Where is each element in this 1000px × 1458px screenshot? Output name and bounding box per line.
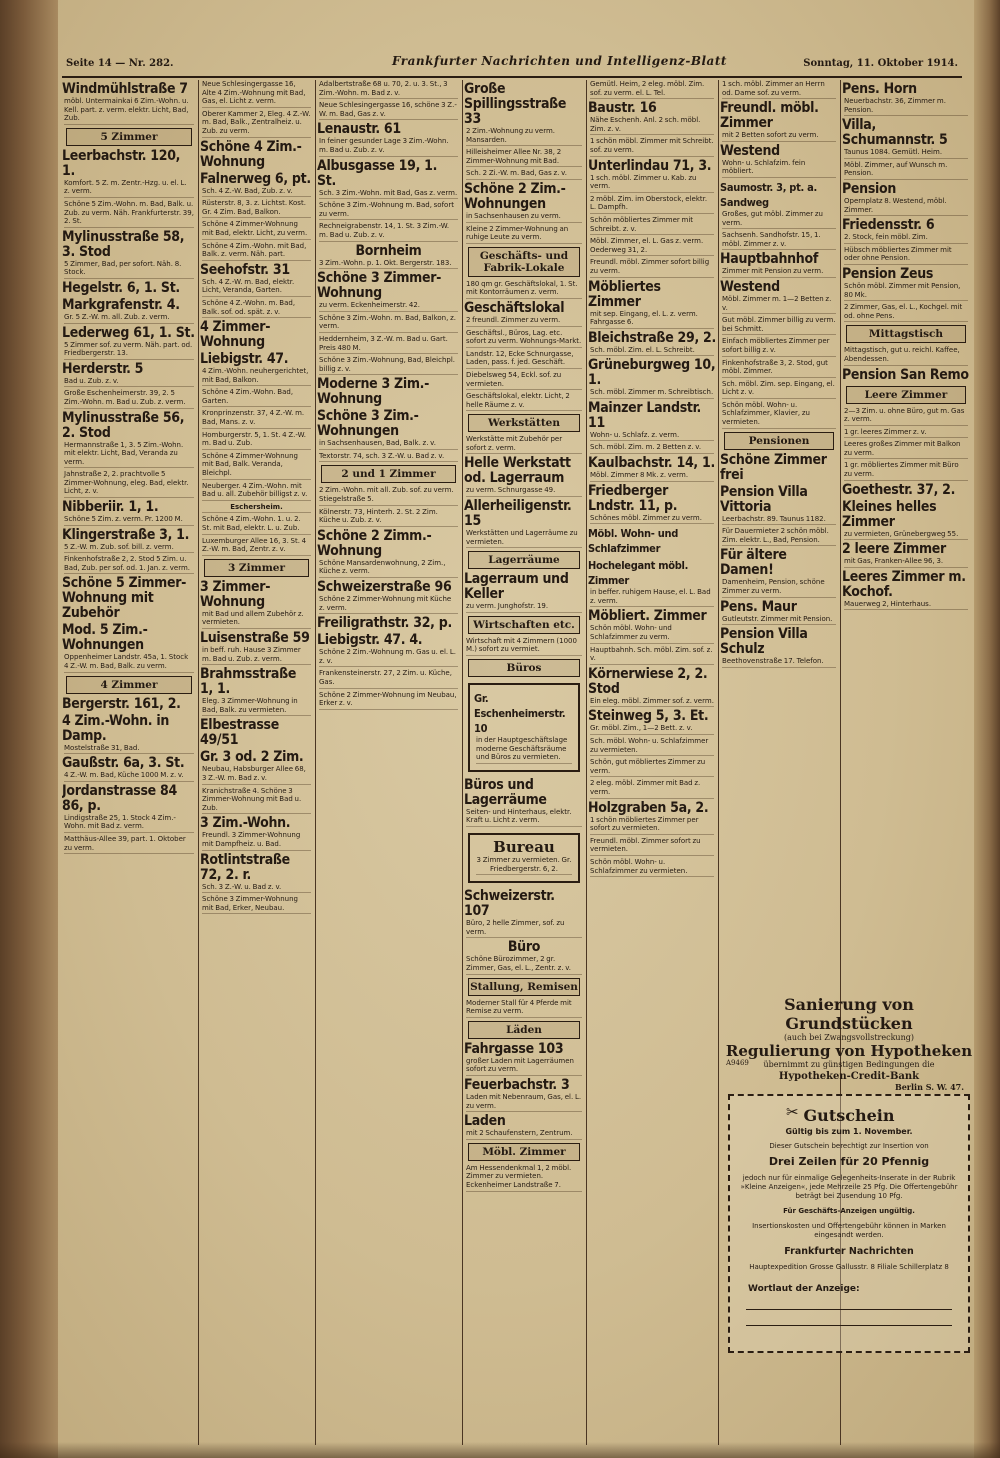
ad-text: Gutleutstr. Zimmer mit Pension.: [722, 615, 836, 626]
ad-headline: Unterlindau 71, 3.: [588, 157, 712, 174]
ad-headline: Seehofstr. 31: [200, 261, 290, 278]
ad-headline: Klingerstraße 3, 1.: [62, 526, 190, 543]
ad-text: Möbl. Zimmer, el. L. Gas z. verm. Oederweg 31, 2.: [590, 237, 714, 256]
column-7: [842, 80, 970, 985]
ad-subheading: Eschersheim.: [202, 503, 311, 514]
ad-headline: Freiligrathstr. 32, p.: [317, 615, 452, 632]
coupon-restriction: Für Geschäfts-Anzeigen ungültig.: [783, 1207, 915, 1215]
ad-text: in Sachsenhausen, Bad, Balk. z. v.: [319, 439, 458, 450]
ad-headline: 4 Zimmer-Wohnung: [200, 319, 271, 351]
column-2: [200, 80, 313, 1450]
ad-text: Moderner Stall für 4 Pferde mit Remise zu verm.: [466, 999, 582, 1018]
ad-text: Schöne 5 Zim.-Wohn. m. Bad, Balk. u. Zub. zu verm. Näh. Frankfurterstr. 39, 2. St.: [64, 200, 194, 228]
ad-headline: Möbliert. Zimmer: [588, 608, 707, 625]
ad-headline: Schöne 2 Zimm.-Wohnung: [317, 527, 432, 559]
ad-text: Leeres großes Zimmer mit Balkon zu verm.: [844, 440, 968, 459]
coupon-title: Gutschein: [803, 1106, 895, 1125]
ad-headline: Elbestrasse 49/51: [200, 717, 279, 749]
ad-headline: Pension San Remo: [842, 366, 969, 383]
ad-text: Schöne 3 Zim.-Wohn. m. Bad, Balkon, z. verm.: [319, 314, 458, 333]
ad-text: in der Hauptgeschäftslage moderne Geschäftsräume und Büros zu vermieten.: [476, 736, 572, 764]
ad-text: Homburgerstr. 5, 1. St. 4 Z.-W. m. Bad u. Zub.: [202, 431, 311, 450]
ad-text: 3 Zim.-Wohn. p. 1. Okt. Bergerstr. 183.: [319, 259, 458, 270]
ad-text: Möbl. Zimmer 8 Mk. z. verm.: [590, 471, 714, 482]
column-3: [317, 80, 460, 1450]
ad-text: Sachsenh. Sandhofstr. 15, 1. möbl. Zimmer z. v.: [722, 231, 836, 250]
ad-text: Sch. 3 Zim.-Wohn. mit Bad, Gas z. verm.: [319, 189, 458, 200]
ad-headline: Pension Villa Schulz: [720, 626, 808, 658]
advert-headline-2: Regulierung von Hypotheken: [725, 1042, 973, 1060]
ad-headline: Große Spillingsstraße 33: [464, 81, 567, 127]
ad-headline: Saumostr. 3, pt. a. Sandweg: [720, 180, 817, 209]
ad-text: Rüsterstr. 8, 3. z. Lichtst. Kost. Gr. 4 Zim. Bad, Balkon.: [202, 199, 311, 218]
ad-headline: Bergerstr. 161, 2.: [62, 695, 181, 712]
ad-text: Gemütl. Heim, 2 eleg. möbl. Zim. sof. zu verm. el. L. Tel.: [590, 80, 714, 99]
ad-text: 1 schön möbliertes Zimmer per sofort zu vermieten.: [590, 816, 714, 835]
ad-text: Gut möbl. Zimmer billig zu verm. bei Schmitt.: [722, 316, 836, 335]
column-6: [720, 80, 838, 985]
page-edge-right: [974, 0, 1000, 1458]
section-header-business-premises: Geschäfts- und Fabrik-Lokale: [468, 247, 580, 277]
ad-text: Neue Schlesingergasse 16, Alte 4 Zim.-Wohnung mit Bad, Gas, el. Licht z. verm.: [202, 80, 311, 108]
column-1: [62, 80, 196, 1450]
ad-headline: Lagerraum und Keller: [464, 571, 569, 603]
ad-text: 4 Z.-W. m. Bad, Küche 1000 M. z. v.: [64, 771, 194, 782]
ad-text: Rechneigrabenstr. 14, 1. St. 3 Zim.-W. m. Bad u. Zub. z. v.: [319, 222, 458, 241]
ad-text: Neubau, Habsburger Allee 68, 3 Z.-W. m. Bad z. v.: [202, 765, 311, 784]
ad-headline: Schöne 4 Zim.-Wohnung: [200, 138, 302, 170]
section-header-restaurants: Wirtschaften etc.: [468, 616, 580, 634]
ad-text: Freundl. 3 Zimmer-Wohnung mit Dampfheiz. u. Bad.: [202, 831, 311, 850]
ad-text: Büro, 2 helle Zimmer, sof. zu verm.: [466, 919, 582, 938]
ad-text: Bad u. Zub. z. v.: [64, 377, 194, 388]
ad-headline: 3 Zimmer-Wohnung: [200, 578, 271, 610]
ad-headline: Schöne 3 Zimmer-Wohnung: [317, 270, 442, 302]
ad-text: 2 Zim.-Wohn. mit all. Zub. sof. zu verm. Stiegelstraße 5.: [319, 486, 458, 505]
ad-text: Schön möbl. Wohn- u. Schlafzimmer zu vermieten.: [590, 858, 714, 877]
ad-text: Sch. 4 Z.-W. Bad, Zub. z. v.: [202, 187, 311, 198]
ad-text: Damenheim, Pension, schöne Zimmer zu verm.: [722, 578, 836, 597]
ad-text: Kölnerstr. 73, Hinterh. 2. St. 2 Zim. Küche u. Zub. z. v.: [319, 508, 458, 527]
ad-text: Seiten- und Hinterhaus, elektr. Kraft u. Licht z. verm.: [466, 808, 582, 827]
ad-headline: Gr. Eschenheimerstr. 10: [474, 692, 566, 736]
section-header-furnished-rooms: Möbl. Zimmer: [468, 1143, 580, 1161]
section-header-4-rooms: 4 Zimmer: [66, 676, 192, 694]
ad-text: Sch. 2 Zi.-W. m. Bad, Gas z. v.: [466, 169, 582, 180]
ad-text: Hermannstraße 1, 3. 5 Zim.-Wohn. mit elektr. Licht, Bad, Veranda zu verm.: [64, 441, 194, 469]
ad-headline: 3 Zim.-Wohn.: [200, 815, 291, 832]
ad-text: 2. Stock, fein möbl. Zim.: [844, 233, 968, 244]
section-header-workshops: Werkstätten: [468, 414, 580, 432]
ad-headline: Rotlintstraße 72, 2. r.: [200, 851, 290, 883]
ad-text: großer Laden mit Lagerräumen sofort zu verm.: [466, 1057, 582, 1076]
ad-text: Mostelstraße 31, Bad.: [64, 744, 194, 755]
ad-text: 4 Zim.-Wohn. neuhergerichtet, mit Bad, Balkon.: [202, 367, 311, 386]
coupon-form-line[interactable]: [746, 1324, 952, 1326]
page-header: [62, 50, 962, 78]
ad-text: Schöne 4 Z.-Wohn. m. Bad, Balk. sof. od. spät. z. v.: [202, 299, 311, 318]
ad-text: Kronprinzenstr. 37, 4 Z.-W. m. Bad, Mans. z. v.: [202, 409, 311, 428]
ad-text: mit 2 Schaufenstern, Zentrum.: [466, 1129, 582, 1140]
column-rule: [462, 80, 463, 1445]
ad-headline: Büro: [507, 939, 541, 956]
ad-text: Schöne 2 Zimmer-Wohnung im Neubau, Erker z. v.: [319, 691, 458, 710]
ad-headline: Schweizerstraße 96: [317, 579, 452, 596]
ad-headline: Pens. Maur: [720, 598, 797, 615]
page-edge-left: [0, 0, 58, 1458]
ad-headline: Büros und Lagerräume: [464, 776, 547, 808]
ad-text: Hilleisheimer Allee Nr. 38, 2 Zimmer-Wohnung mit Bad.: [466, 148, 582, 167]
ad-headline: Fahrgasse 103: [464, 1040, 564, 1057]
ad-headline: Helle Werkstatt od. Lagerraum: [464, 455, 571, 487]
ad-text: Matthäus-Allee 39, part. 1. Oktober zu verm.: [64, 835, 194, 854]
ad-text: Sch. möbl. Zim. sep. Eingang, el. Licht z. v.: [722, 380, 836, 399]
section-header-3-rooms: 3 Zimmer: [204, 559, 309, 577]
ad-text: Schön möbl. Zimmer mit Pension, 80 Mk.: [844, 282, 968, 301]
ad-text: 1 sch. möbl. Zimmer u. Kab. zu verm.: [590, 174, 714, 193]
bank-address: Berlin S. W. 47.: [894, 1082, 964, 1092]
ad-text: in beff. ruh. Hause 3 Zimmer m. Bad u. Zub. z. verm.: [202, 646, 311, 665]
ad-text: Großes, gut möbl. Zimmer zu verm.: [722, 210, 836, 229]
ad-text: Wohn- u. Schlafz. z. verm.: [590, 431, 714, 442]
ad-headline: Hochelegant möbl. Zimmer: [588, 559, 689, 588]
ad-headline: Kaulbachstr. 14, 1.: [588, 455, 715, 472]
ad-text: Adalbertstraße 68 u. 70, 2. u. 3. St., 3 Zim.-Wohn. m. Bad z. v.: [319, 80, 458, 99]
coupon-publisher: Frankfurter Nachrichten: [784, 1246, 914, 1257]
ad-headline: Herderstr. 5: [62, 360, 144, 377]
ad-text: Mauerweg 2, Hinterhaus.: [844, 600, 968, 611]
ad-headline: Schöne 3 Zim.-Wohnungen: [317, 408, 419, 440]
ad-headline: Laden: [464, 1113, 506, 1130]
ad-text: Lindigstraße 25, 1. Stock 4 Zim.-Wohn. mit Bad z. verm.: [64, 814, 194, 833]
ad-text: Gr. 5 Z.-W. m. all. Zub. z. verm.: [64, 313, 194, 324]
ad-headline: Körnerwiese 2, 2. Stod: [588, 665, 708, 697]
ad-text: mit Gas, Franken-Allee 96, 3.: [844, 557, 968, 568]
ad-text: Möbl. Zimmer, auf Wunsch m. Pension.: [844, 161, 968, 180]
bank-name: Hypotheken-Credit-Bank: [778, 1071, 920, 1082]
ad-headline: Mainzer Landstr. 11: [588, 399, 702, 431]
ad-text: In feiner gesunder Lage 3 Zim.-Wohn. m. Bad u. Zub. z. v.: [319, 137, 458, 156]
ad-text: 180 qm gr. Geschäftslokal, 1. St. mit Kontorräumen z. verm.: [466, 280, 582, 299]
ad-headline: Hauptbahnhof: [720, 251, 818, 268]
ad-text: Möbl. Zimmer m. 1—2 Betten z. v.: [722, 295, 836, 314]
section-header-stables: Stallung, Remisen: [468, 978, 580, 996]
ad-text: Schöne 3 Zim.-Wohnung m. Bad, sofort zu verm.: [319, 201, 458, 220]
scissors-icon: ✂: [786, 1103, 799, 1121]
mortgage-bank-advert: [724, 995, 974, 1092]
ad-headline: Liebigstr. 47.: [200, 351, 289, 368]
ad-headline: Bureau: [493, 838, 555, 856]
ad-text: Werkstätte mit Zubehör per sofort z. verm.: [466, 435, 582, 454]
ad-text: Einfach möbliertes Zimmer per sofort billig z. v.: [722, 337, 836, 356]
section-header-5-rooms: 5 Zimmer: [66, 128, 192, 146]
coupon-validity: Gültig bis zum 1. November.: [785, 1127, 913, 1136]
ad-headline: Baustr. 16: [588, 100, 657, 117]
coupon-intro: Dieser Gutschein berechtigt zur Insertion von: [769, 1142, 929, 1150]
ad-text: 2—3 Zim. u. ohne Büro, gut m. Gas z. verm.: [844, 407, 968, 426]
ad-text: Wohn- u. Schlafzim. fein möbliert.: [722, 159, 836, 178]
ad-headline: 4 Zim.-Wohn. in Damp.: [62, 712, 170, 744]
ad-headline: Leerbachstr. 120, 1.: [62, 147, 181, 179]
ad-text: Sch. möbl. Wohn- u. Schlafzimmer zu vermieten.: [590, 737, 714, 756]
ad-headline: Pension: [842, 180, 897, 197]
ad-text: Textorstr. 74, sch. 3 Z.-W. u. Bad z. v.: [319, 452, 458, 463]
ad-text: Luxemburger Allee 16, 3. St. 4 Z.-W. m. Bad, Zentr. z. v.: [202, 537, 311, 556]
ad-headline: Grüneburgweg 10, 1.: [588, 357, 716, 389]
ad-headline: Kleines helles Zimmer: [842, 498, 937, 530]
ad-text: Schöne 2 Zimmer-Wohnung mit Küche z. verm.: [319, 595, 458, 614]
ad-text: Schöne 4 Zim.-Wohn. mit Bad, Balk. z. verm. Näh. part.: [202, 242, 311, 261]
ad-text: Schön möbl. Wohn- u. Schlafzimmer, Klavier, zu vermieten.: [722, 401, 836, 429]
section-header-lunch: Mittagstisch: [846, 325, 966, 343]
advert-headline: Sanierung von Grundstücken: [784, 995, 914, 1033]
ad-text: in Sachsenhausen zu verm.: [466, 212, 582, 223]
ad-text: Für Dauermieter 2 schön möbl. Zim. elektr. L., Bad, Pension.: [722, 527, 836, 546]
ad-text: möbl. Untermainkai 6 Zim.-Wohn. u. Kell. part. z. verm. elektr. Licht, Bad, Zub.: [64, 97, 194, 125]
advert-subline: (auch bei Zwangsvollstreckung): [784, 1033, 914, 1042]
ad-text: Neuberger. 4 Zim.-Wohn. mit Bad u. all. Zubehör billigst z. v.: [202, 482, 311, 501]
ad-text: Opernplatz 8. Westend, möbl. Zimmer.: [844, 197, 968, 216]
ad-headline: Pension Zeus: [842, 265, 934, 282]
ad-text: Taunus 1084. Gemütl. Heim.: [844, 148, 968, 159]
ad-headline: Villa, Schumannstr. 5: [842, 117, 948, 149]
ad-text: Schön möbl. Wohn- und Schlafzimmer zu verm.: [590, 624, 714, 643]
ad-headline: Windmühlstraße 7: [62, 81, 188, 97]
ad-text: 5 Zimmer, Bad, per sofort. Näh. 8. Stock.: [64, 260, 194, 279]
ad-text: Werkstätten und Lagerräume zu vermieten.: [466, 529, 582, 548]
ad-headline: Lenaustr. 61: [317, 121, 401, 138]
ad-headline: 2 leere Zimmer: [842, 541, 946, 558]
ad-headline: Liebigstr. 47. 4.: [317, 632, 423, 649]
ad-headline: Friedberger Lndstr. 11, p.: [588, 482, 678, 514]
ad-text: Finkenhofstraße 3, 2. Stod, gut möbl. Zimmer.: [722, 359, 836, 378]
ad-headline: Gr. 3 od. 2 Zim.: [200, 749, 304, 766]
ad-headline: Möbl. Wohn- und Schlafzimmer: [588, 527, 678, 556]
ad-headline: Schöne 2 Zim.-Wohnungen: [464, 180, 566, 212]
advert-code: A9469: [726, 1059, 749, 1067]
ad-headline: Mod. 5 Zim.-Wohnungen: [62, 622, 148, 654]
ad-text: Schöne Mansardenwohnung, 2 Zim., Küche z. verm.: [319, 559, 458, 578]
ad-headline: Möbliertes Zimmer: [588, 278, 661, 310]
ad-headline: Schöne 5 Zimmer-Wohnung mit Zubehör: [62, 575, 187, 622]
ad-text: Frankensteinerstr. 27, 2 Zim. u. Küche, Gas.: [319, 669, 458, 688]
column-4: [464, 80, 584, 1450]
ad-text: Neuerbachstr. 36, Zimmer m. Pension.: [844, 97, 968, 116]
ad-text: Hübsch möbliertes Zimmer mit oder ohne Pension.: [844, 246, 968, 265]
section-header-storage: Lagerräume: [468, 551, 580, 569]
ad-headline: Brahmsstraße 1, 1.: [200, 666, 297, 698]
ad-headline: Albusgasse 19, 1. St.: [317, 157, 438, 189]
newspaper-title: Frankfurter Nachrichten und Intelligenz-Blatt: [392, 54, 727, 68]
ad-text: Heddernheim, 3 Z.-W. m. Bad u. Gart. Preis 480 M.: [319, 335, 458, 354]
ad-text: 3 Zimmer zu vermieten. Gr. Friedbergerstr. 6, 2.: [476, 856, 572, 875]
ad-text: Schöne 4 Zim.-Wohn. 1. u. 2. St. mit Bad, elektr. L. u. Zub.: [202, 515, 311, 534]
ad-text: Ein eleg. möbl. Zimmer sof. z. verm.: [590, 697, 714, 708]
ad-text: Schöne 4 Zimmer-Wohnung mit Bad, Balk. Veranda, Bleichpl.: [202, 452, 311, 480]
ad-text: Gr. möbl. Zim., 1—2 Bett. z. v.: [590, 724, 714, 735]
ad-text: Oberer Kammer 2, Eleg. 4 Z.-W. m. Bad, Balk., Zentralheiz. u. Zub. zu verm.: [202, 110, 311, 138]
section-header-empty-rooms: Leere Zimmer: [846, 386, 966, 404]
ad-headline: Feuerbachstr. 3: [464, 1076, 570, 1093]
coupon-form-line[interactable]: [746, 1308, 952, 1310]
ad-headline: Mylinusstraße 56, 2. Stod: [62, 409, 185, 441]
ad-text: Neue Schlesingergasse 16, schöne 3 Z.-W. m. Bad, Gas z. v.: [319, 101, 458, 120]
ad-text: Große Eschenheimerstr. 39, 2. 5 Zim.-Wohn. m. Bad u. Zub. z. verm.: [64, 389, 194, 408]
ad-headline: Luisenstraße 59: [200, 629, 310, 646]
column-rule: [198, 80, 199, 1445]
ad-text: Oppenheimer Landstr. 45a, 1. Stock 4 Z.-W. m. Bad, Balk. zu verm.: [64, 653, 194, 672]
ad-text: zu vermieten, Grünebergweg 55.: [844, 530, 968, 541]
ad-headline: Schweizerstr. 107: [464, 888, 555, 920]
ad-headline: Pension Villa Vittoria: [720, 483, 808, 515]
ad-text: Zimmer mit Pension zu verm.: [722, 267, 836, 278]
coupon-form-label: Wortlaut der Anzeige:: [748, 1284, 860, 1294]
ad-headline: Falnerweg 6, pt.: [200, 170, 311, 187]
ad-text: 2 freundl. Zimmer zu verm.: [466, 316, 582, 327]
ad-text: 2 eleg. möbl. Zimmer mit Bad z. verm.: [590, 779, 714, 798]
ad-headline: Markgrafenstr. 4.: [62, 296, 180, 313]
ad-text: Beethovenstraße 17. Telefon.: [722, 657, 836, 668]
section-header-2-1-rooms: 2 und 1 Zimmer: [321, 465, 456, 483]
ad-text: Geschäftslokal, elektr. Licht, 2 helle Räume z. v.: [466, 392, 582, 411]
ad-text: Sch. möbl. Zim. el. L. Schreibt.: [590, 346, 714, 357]
ad-headline: Nibberiir. 1, 1.: [62, 499, 159, 516]
ad-headline: Bornheim: [355, 242, 422, 259]
ad-text: Schöne 5 Zim. z. verm. Pr. 1200 M.: [64, 515, 194, 526]
coupon-conditions: jedoch nur für einmalige Gelegenheits-Inserate in der Rubrik »Kleine Anzeigen«, jede Mehrzeile 25 Pfg. Die Offertengebühr beträgt bei Zusendung 10 Pfg.: [740, 1174, 958, 1200]
ad-text: zu verm. Eckenheimerstr. 42.: [319, 301, 458, 312]
ad-text: mit sep. Eingang, el. L. z. verm. Fahrgasse 6.: [590, 310, 714, 329]
ad-text: Schön möbliertes Zimmer mit Schreibt. z. v.: [590, 216, 714, 235]
ad-headline: Goethestr. 37, 2.: [842, 481, 956, 498]
ad-text: in beffer. ruhigem Hause, el. L. Bad z. verm.: [590, 588, 714, 607]
coupon-payment-note: Insertionskosten und Offertengebühr können in Marken eingesandt werden.: [752, 1222, 946, 1239]
ad-text: 1 sch. möbl. Zimmer an Herrn od. Dame sof. zu verm.: [722, 80, 836, 99]
ad-text: mit Bad und allem Zubehör z. vermieten.: [202, 610, 311, 629]
ad-headline: Mylinusstraße 58, 3. Stod: [62, 228, 185, 260]
ad-text: Schön, gut möbliertes Zimmer zu verm.: [590, 758, 714, 777]
ad-text: Schöne 4 Zimmer-Wohnung mit Bad, elektr. Licht, zu verm.: [202, 220, 311, 239]
ad-headline: Friedensstr. 6: [842, 217, 935, 234]
ad-text: Geschäftsl., Büros, Lag. etc. sofort zu verm. Wohnungs-Markt.: [466, 329, 582, 348]
ad-headline: Lederweg 61, 1. St.: [62, 324, 195, 341]
ad-text: Freundl. möbl. Zimmer sofort billig zu verm.: [590, 258, 714, 277]
ad-headline: Westend: [720, 142, 780, 159]
ad-headline: Holzgraben 5a, 2.: [588, 799, 709, 816]
ad-headline: Westend: [720, 278, 780, 295]
section-header-offices: Büros: [468, 659, 580, 677]
ad-text: 1 gr. möbliertes Zimmer mit Büro zu verm.: [844, 461, 968, 480]
ad-headline: Leeres Zimmer m. Kochof.: [842, 568, 966, 600]
ad-headline: Für ältere Damen!: [720, 547, 787, 579]
ad-text: Jahnstraße 2, 2. prachtvolle 5 Zimmer-Wohnung, eleg. Bad, elektr. Licht, z. v.: [64, 470, 194, 498]
ad-text: 2 Zimmer, Gas, el. L., Kochgel. mit od. ohne Pens.: [844, 303, 968, 322]
column-5: [588, 80, 716, 1450]
ad-headline: Geschäftslokal: [464, 299, 565, 316]
ad-text: Landstr. 12, Ecke Schnurgasse, Laden, pass. f. jed. Geschäft.: [466, 350, 582, 369]
ad-text: zu verm. Schnurgasse 49.: [466, 486, 582, 497]
ad-text: mit 2 Betten sofort zu verm.: [722, 131, 836, 142]
ad-headline: Bleichstraße 29, 2.: [588, 329, 716, 346]
advert-text: übernimmt zu günstigen Bedingungen die: [763, 1060, 935, 1069]
ad-headline: Freundl. möbl. Zimmer: [720, 100, 819, 132]
ad-headline: Pens. Horn: [842, 81, 917, 97]
ad-text: Leerbachstr. 89. Taunus 1182.: [722, 515, 836, 526]
coupon-address: Hauptexpedition Grosse Gallusstr. 8 Filiale Schillerplatz 8: [749, 1263, 949, 1271]
section-header-pensions: Pensionen: [724, 432, 834, 450]
issue-date: Sonntag, 11. Oktober 1914.: [803, 58, 958, 69]
ad-text: Komfort. 5 Z. m. Zentr.-Hzg. u. el. L. z. verm.: [64, 179, 194, 198]
ad-text: Mittagstisch, gut u. reichl. Kaffee, Abendessen.: [844, 346, 968, 365]
ad-text: Schönes möbl. Zimmer zu verm.: [590, 514, 714, 525]
ad-text: zu verm. Junghofstr. 19.: [466, 602, 582, 613]
ad-box: [468, 683, 580, 772]
ad-text: Am Hessendenkmal 1, 2 möbl. Zimmer zu vermieten. Eckenheimer Landstraße 7.: [466, 1164, 582, 1192]
ad-text: 5 Z.-W. m. Zub. sof. bill. z. verm.: [64, 543, 194, 554]
ad-headline: Gaußstr. 6a, 3. St.: [62, 755, 185, 772]
ad-text: Schöne 2 Zim.-Wohnung m. Gas u. el. L. z. v.: [319, 648, 458, 667]
ad-text: Finkenhofstraße 2, 2. Stod 5 Zim. u. Bad, Zub. per sof. od. 1. Jan. z. verm.: [64, 555, 194, 574]
ad-text: Diebelsweg 54, Eckl. sof. zu vermieten.: [466, 371, 582, 390]
ad-text: Sch. 3 Z.-W. u. Bad z. v.: [202, 883, 311, 894]
ad-headline: Jordanstrasse 84 86, p.: [62, 782, 177, 814]
column-rule: [718, 80, 719, 1445]
ad-headline: Schöne Zimmer frei: [720, 451, 827, 483]
ad-text: Eleg. 3 Zimmer-Wohnung in Bad, Balk. zu vermieten.: [202, 697, 311, 716]
ad-text: Freundl. möbl. Zimmer sofort zu vermieten.: [590, 837, 714, 856]
ad-text: Wirtschaft mit 4 Zimmern (1000 M.) sofort zu vermiet.: [466, 637, 582, 656]
column-rule: [586, 80, 587, 1445]
ad-text: Kleine 2 Zimmer-Wohnung an ruhige Leute zu verm.: [466, 225, 582, 244]
ad-text: Schöne 3 Zimmer-Wohnung mit Bad, Erker, Neubau.: [202, 895, 311, 914]
ad-headline: Moderne 3 Zim.-Wohnung: [317, 376, 430, 408]
ad-text: Sch. möbl. Zim. m. 2 Betten z. v.: [590, 443, 714, 454]
ad-text: 2 Zim.-Wohnung zu verm. Mansarden.: [466, 127, 582, 146]
ad-text: Hauptbahnh. Sch. möbl. Zim. sof. z. v.: [590, 646, 714, 665]
coupon-box: [728, 1094, 970, 1353]
ad-text: Schöne Bürozimmer, 2 gr. Zimmer, Gas, el. L., Zentr. z. v.: [466, 955, 582, 974]
ad-text: Schöne 3 Zim.-Wohnung, Bad, Bleichpl. billig z. v.: [319, 356, 458, 375]
page-number: Seite 14 — Nr. 282.: [66, 58, 174, 69]
section-header-shops: Läden: [468, 1021, 580, 1039]
ad-text: Nähe Eschenh. Anl. 2 sch. möbl. Zim. z. v.: [590, 116, 714, 135]
ad-text: Laden mit Nebenraum, Gas, el. L. zu verm.: [466, 1093, 582, 1112]
ad-text: Sch. möbl. Zimmer m. Schreibtisch.: [590, 388, 714, 399]
ad-box: [468, 833, 580, 883]
ad-text: 5 Zimmer sof. zu verm. Näh. part. od. Friedbergerstr. 13.: [64, 341, 194, 360]
ad-text: Kranichstraße 4. Schöne 3 Zimmer-Wohnung mit Bad u. Zub.: [202, 787, 311, 815]
ad-headline: Steinweg 5, 3. Et.: [588, 708, 709, 725]
ad-text: Schöne 4 Zim.-Wohn. Bad, Garten.: [202, 388, 311, 407]
column-rule: [315, 80, 316, 1445]
ad-text: Sch. 4 Z.-W. m. Bad, elektr. Licht, Veranda, Garten.: [202, 278, 311, 297]
ad-text: 1 gr. leeres Zimmer z. v.: [844, 428, 968, 439]
ad-headline: Hegelstr. 6, 1. St.: [62, 279, 180, 296]
ad-headline: Allerheiligenstr. 15: [464, 498, 572, 530]
ad-text: 2 möbl. Zim. im Oberstock, elektr. L. Dampfh.: [590, 195, 714, 214]
coupon-offer: Drei Zeilen für 20 Pfennig: [768, 1155, 930, 1168]
ad-text: 1 schön möbl. Zimmer mit Schreibt. sof. zu verm.: [590, 137, 714, 156]
